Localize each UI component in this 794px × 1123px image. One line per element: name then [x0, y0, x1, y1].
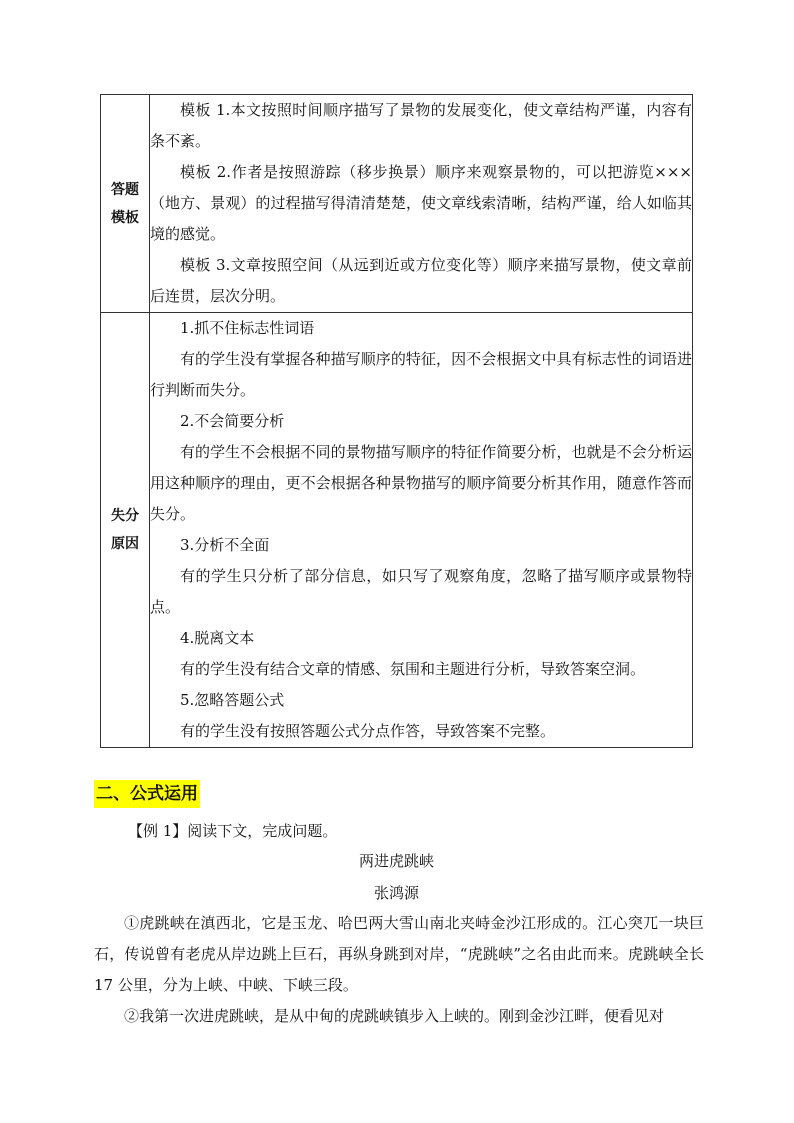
section-heading: 二、公式运用 [94, 780, 200, 808]
label-line: 原因 [111, 536, 139, 552]
answer-template-label [101, 95, 150, 313]
table-row-error-reasons [101, 313, 693, 748]
reason-title: 4.脱离文本 [180, 629, 255, 647]
table-row-answer-template [101, 95, 693, 313]
article-title: 两进虎跳峡 [358, 852, 434, 870]
summary-table [100, 94, 693, 748]
error-reasons-label [101, 313, 150, 748]
reason-text: 有的学生没有结合文章的情感、氛围和主题进行分析，导致答案空洞。 [180, 660, 646, 678]
label-line: 失分 [111, 508, 139, 524]
article-paragraph: ①虎跳峡在滇西北，它是玉龙、哈巴两大雪山南北夹峙金沙江形成的。江心突兀一块巨石，传说曾有老虎从岸边跳上巨石，再纵身跳到对岸，“虎跳峡”之名由此而来。虎跳峡全长 17 公里，分为上峡、中峡、下峡三段。 [94, 914, 704, 994]
article-author: 张鸿源 [373, 884, 419, 902]
template-paragraph: 模板 2.作者是按照游踪（移步换景）顺序来观察景物的，可以把游览×××（地方、景观）的过程描写得清清楚楚，使文章线索清晰，结构严谨，给人如临其境的感觉。 [150, 163, 692, 243]
label-line: 答题 [111, 181, 139, 198]
article-body [94, 908, 704, 1032]
reason-text: 有的学生没有按照答题公式分点作答，导致答案不完整。 [180, 722, 556, 740]
template-paragraph: 模板 1.本文按照时间顺序描写了景物的发展变化，使文章结构严谨，内容有条不紊。 [150, 101, 692, 150]
reason-text: 有的学生没有掌握各种描写顺序的特征，因不会根据文中具有标志性的词语进行判断而失分。 [150, 350, 692, 399]
answer-template-content [150, 95, 693, 313]
label-line: 模板 [111, 209, 139, 226]
reason-title: 5.忽略答题公式 [180, 691, 285, 709]
reason-title: 2.不会简要分析 [180, 412, 285, 430]
reason-title: 3.分析不全面 [180, 536, 270, 554]
article-paragraph: ②我第一次进虎跳峡，是从中甸的虎跳峡镇步入上峡的。刚到金沙江畔，便看见对 [124, 1007, 665, 1025]
reason-title: 1.抓不住标志性词语 [180, 319, 315, 337]
reason-text: 有的学生不会根据不同的景物描写顺序的特征作简要分析，也就是不会分析运用这种顺序的理由，更不会根据各种景物描写的顺序简要分析其作用，随意作答而失分。 [150, 443, 692, 523]
reason-text: 有的学生只分析了部分信息，如只写了观察角度，忽略了描写顺序或景物特点。 [150, 567, 692, 616]
template-paragraph: 模板 3.文章按照空间（从远到近或方位变化等）顺序来描写景物，使文章前后连贯，层次分明。 [150, 256, 692, 305]
example-prompt: 【例 1】阅读下文，完成问题。 [128, 822, 338, 840]
error-reasons-content [150, 313, 693, 748]
